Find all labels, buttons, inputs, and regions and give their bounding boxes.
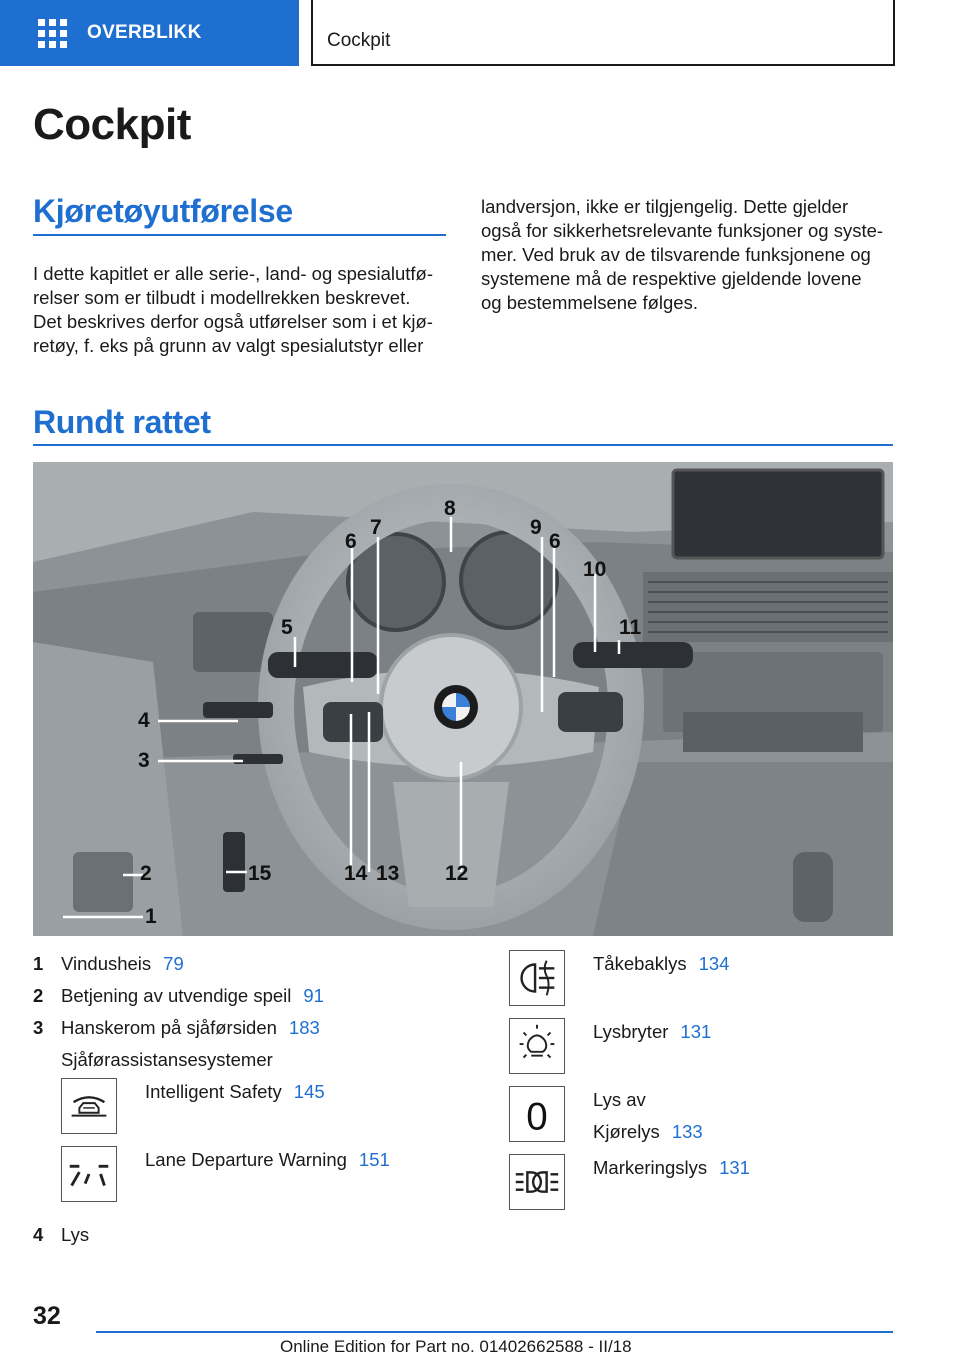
text-line: systemene må de respektive gjeldende lovene [481,268,862,289]
page-link[interactable]: 145 [293,1081,325,1102]
callout-label: 1 [145,905,157,928]
callout-label: 6 [549,530,561,553]
text-line: landversjon, ikke er tilgjengelig. Dette gjelder [481,196,849,217]
list-item [145,1149,390,1171]
page-link[interactable]: 91 [303,985,324,1006]
page-number: 32 [33,1302,61,1330]
item-label: Intelligent Safety [145,1081,282,1102]
text-line: mer. Ved bruk av de tilsvarende funksjonene og [481,244,871,265]
page-link[interactable]: 151 [358,1149,390,1170]
callout-label: 12 [445,862,469,885]
list-item [61,1017,320,1039]
callout-label: 6 [345,530,357,553]
item-label: Kjørelys [593,1121,660,1142]
list-item [593,1089,646,1111]
light-switch-icon [509,1018,565,1074]
intelligent-safety-icon [61,1078,117,1134]
list-item [145,1081,325,1103]
grid-menu-icon [38,19,67,48]
breadcrumb [311,0,895,66]
text-line: også for sikkerhetsrelevante funksjoner og syste- [481,220,884,241]
callout-label: 10 [583,558,607,581]
page-link[interactable]: 131 [680,1021,712,1042]
lights-off-glyph: 0 [526,1095,548,1139]
overview-tab-label: OVERBLIKK [87,22,202,43]
breadcrumb-text: Cockpit [327,30,391,51]
section-title-vehicle-equipment: Kjøretøyutførelse [33,193,293,229]
list-item [593,1021,711,1043]
text-line: I dette kapitlet er alle serie-, land- og spesialutfø- [33,263,433,284]
section-rule [33,444,893,446]
item-number: 2 [33,985,44,1006]
callout-label: 7 [370,516,382,539]
overview-tab[interactable] [0,0,299,66]
section-title-steering-wheel: Rundt rattet [33,404,211,440]
callout-label: 5 [281,616,293,639]
page-link[interactable]: 183 [288,1017,320,1038]
item-label: Hanskerom på sjåførsiden [61,1017,277,1038]
item-number: 3 [33,1017,44,1038]
section-rule [33,234,446,236]
item-label: Markeringslys [593,1157,708,1178]
text-line: Det beskrives derfor også utførelser som i et kjø- [33,311,433,332]
item-label: Lys av [593,1089,646,1110]
item-label: Lys [61,1224,90,1245]
item-label: Lysbryter [593,1021,669,1042]
lane-departure-icon [61,1146,117,1202]
list-item [593,1121,703,1143]
lights-off-icon [509,1086,565,1142]
item-label: Vindusheis [61,953,152,974]
page-link[interactable]: 79 [163,953,184,974]
page-link[interactable]: 134 [698,953,730,974]
list-subheading: Sjåførassistansesystemer [61,1049,273,1070]
item-label: Betjening av utvendige speil [61,985,292,1006]
callout-label: 13 [376,862,400,885]
rear-fog-light-icon [509,950,565,1006]
item-label: Lane Departure Warning [145,1149,347,1170]
steering-wheel-diagram [33,462,893,936]
list-item [61,985,324,1007]
item-label: Tåkebaklys [593,953,687,974]
callout-label: 11 [619,616,642,639]
callout-label: 15 [248,862,272,885]
item-number: 1 [33,953,44,974]
cockpit-illustration [33,462,893,936]
callout-label: 3 [138,749,150,772]
callout-label: 9 [530,516,542,539]
callout-label: 8 [444,497,456,520]
callout-label: 14 [344,862,368,885]
footer-rule [96,1331,893,1333]
text-line: relser som er tilbudt i modellrekken beskrevet. [33,287,411,308]
callout-label: 2 [140,862,152,885]
item-number: 4 [33,1224,44,1245]
text-line: retøy, f. eks på grunn av valgt spesialutstyr eller [33,335,424,356]
intro-paragraph-right [481,195,883,315]
callout-label: 4 [138,709,150,732]
page-link[interactable]: 131 [719,1157,750,1178]
page-link[interactable]: 133 [671,1121,703,1142]
footer-edition: Online Edition for Part no. 01402662588 - II/18 [280,1337,632,1356]
list-item [593,1157,750,1179]
parking-lights-icon [509,1154,565,1210]
page-title: Cockpit [33,100,191,149]
list-item [593,953,729,975]
text-line: og bestemmelsene følges. [481,292,698,313]
list-item [61,1224,89,1246]
intro-paragraph-left [33,262,433,358]
list-item [61,953,184,975]
